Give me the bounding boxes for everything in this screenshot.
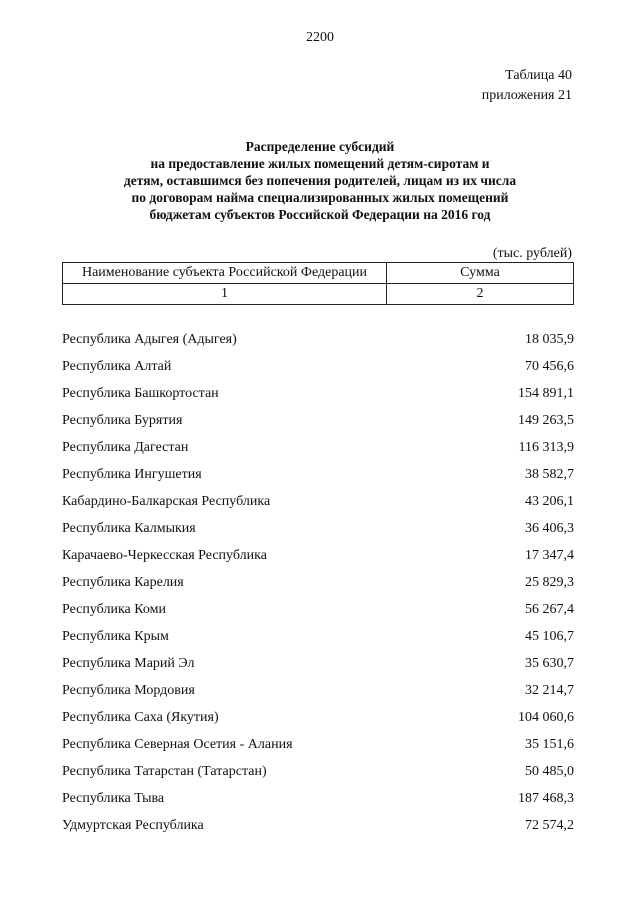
- subsidy-amount: 154 891,1: [518, 385, 574, 401]
- subsidy-amount: 149 263,5: [518, 412, 574, 428]
- table-row: [62, 596, 574, 623]
- table-body: [62, 326, 574, 839]
- header-row: [63, 263, 574, 284]
- column-number-row: [63, 284, 574, 305]
- table-row: [62, 488, 574, 515]
- region-name: Республика Татарстан (Татарстан): [62, 763, 267, 779]
- title-line: на предоставление жилых помещений детям-сиротам и: [150, 156, 490, 171]
- title-line: Распределение субсидий: [245, 139, 395, 154]
- subsidy-amount: 17 347,4: [525, 547, 574, 563]
- column-number-1: 1: [63, 284, 387, 305]
- region-name: Республика Северная Осетия - Алания: [62, 736, 293, 752]
- subsidy-amount: 45 106,7: [525, 628, 574, 644]
- region-name: Удмуртская Республика: [62, 817, 204, 833]
- region-name: Республика Карелия: [62, 574, 184, 590]
- table-header: [62, 262, 574, 305]
- subsidy-amount: 35 151,6: [525, 736, 574, 752]
- column-number-2: 2: [387, 284, 574, 305]
- subsidy-amount: 38 582,7: [525, 466, 574, 482]
- table-row: [62, 812, 574, 839]
- units-label: (тыс. рублей): [492, 246, 572, 261]
- table-row: [62, 785, 574, 812]
- appendix-number: приложения 21: [481, 88, 572, 103]
- region-name: Республика Башкортостан: [62, 385, 219, 401]
- table-row: [62, 758, 574, 785]
- table-row: [62, 542, 574, 569]
- subsidy-amount: 43 206,1: [525, 493, 574, 509]
- table-row: [62, 326, 574, 353]
- region-name: Республика Адыгея (Адыгея): [62, 331, 237, 347]
- region-name: Республика Саха (Якутия): [62, 709, 219, 725]
- table-row: [62, 650, 574, 677]
- subsidy-amount: 32 214,7: [525, 682, 574, 698]
- table-row: [62, 353, 574, 380]
- table-row: [62, 623, 574, 650]
- document-title: [60, 138, 580, 223]
- subsidy-amount: 35 630,7: [525, 655, 574, 671]
- table-row: [62, 407, 574, 434]
- table-row: [62, 569, 574, 596]
- column-header-sum: Сумма: [387, 263, 574, 284]
- table-row: [62, 731, 574, 758]
- subsidy-amount: 18 035,9: [525, 331, 574, 347]
- page-number: 2200: [306, 30, 334, 45]
- title-line: детям, оставшимся без попечения родителей, лицам из их числа: [123, 173, 517, 188]
- table-number: Таблица 40: [505, 68, 572, 83]
- table-row: [62, 677, 574, 704]
- region-name: Республика Коми: [62, 601, 166, 617]
- subsidy-amount: 104 060,6: [518, 709, 574, 725]
- table-row: [62, 461, 574, 488]
- subsidy-amount: 72 574,2: [525, 817, 574, 833]
- region-name: Карачаево-Черкесская Республика: [62, 547, 267, 563]
- subsidy-amount: 70 456,6: [525, 358, 574, 374]
- region-name: Республика Бурятия: [62, 412, 183, 428]
- region-name: Республика Ингушетия: [62, 466, 202, 482]
- table-row: [62, 704, 574, 731]
- region-name: Республика Мордовия: [62, 682, 195, 698]
- subsidy-amount: 25 829,3: [525, 574, 574, 590]
- table-row: [62, 434, 574, 461]
- region-name: Республика Крым: [62, 628, 169, 644]
- title-line: бюджетам субъектов Российской Федерации на 2016 год: [149, 207, 491, 222]
- subsidy-amount: 56 267,4: [525, 601, 574, 617]
- region-name: Республика Алтай: [62, 358, 172, 374]
- title-line: по договорам найма специализированных жилых помещений: [131, 190, 509, 205]
- table-row: [62, 380, 574, 407]
- region-name: Кабардино-Балкарская Республика: [62, 493, 271, 509]
- region-name: Республика Дагестан: [62, 439, 189, 455]
- region-name: Республика Марий Эл: [62, 655, 195, 671]
- table-reference: [482, 66, 572, 106]
- subsidy-amount: 36 406,3: [525, 520, 574, 536]
- column-header-name: Наименование субъекта Российской Федерации: [63, 263, 387, 284]
- subsidy-amount: 187 468,3: [518, 790, 574, 806]
- table-row: [62, 515, 574, 542]
- region-name: Республика Тыва: [62, 790, 165, 806]
- region-name: Республика Калмыкия: [62, 520, 196, 536]
- subsidy-amount: 50 485,0: [525, 763, 574, 779]
- subsidy-amount: 116 313,9: [518, 439, 574, 455]
